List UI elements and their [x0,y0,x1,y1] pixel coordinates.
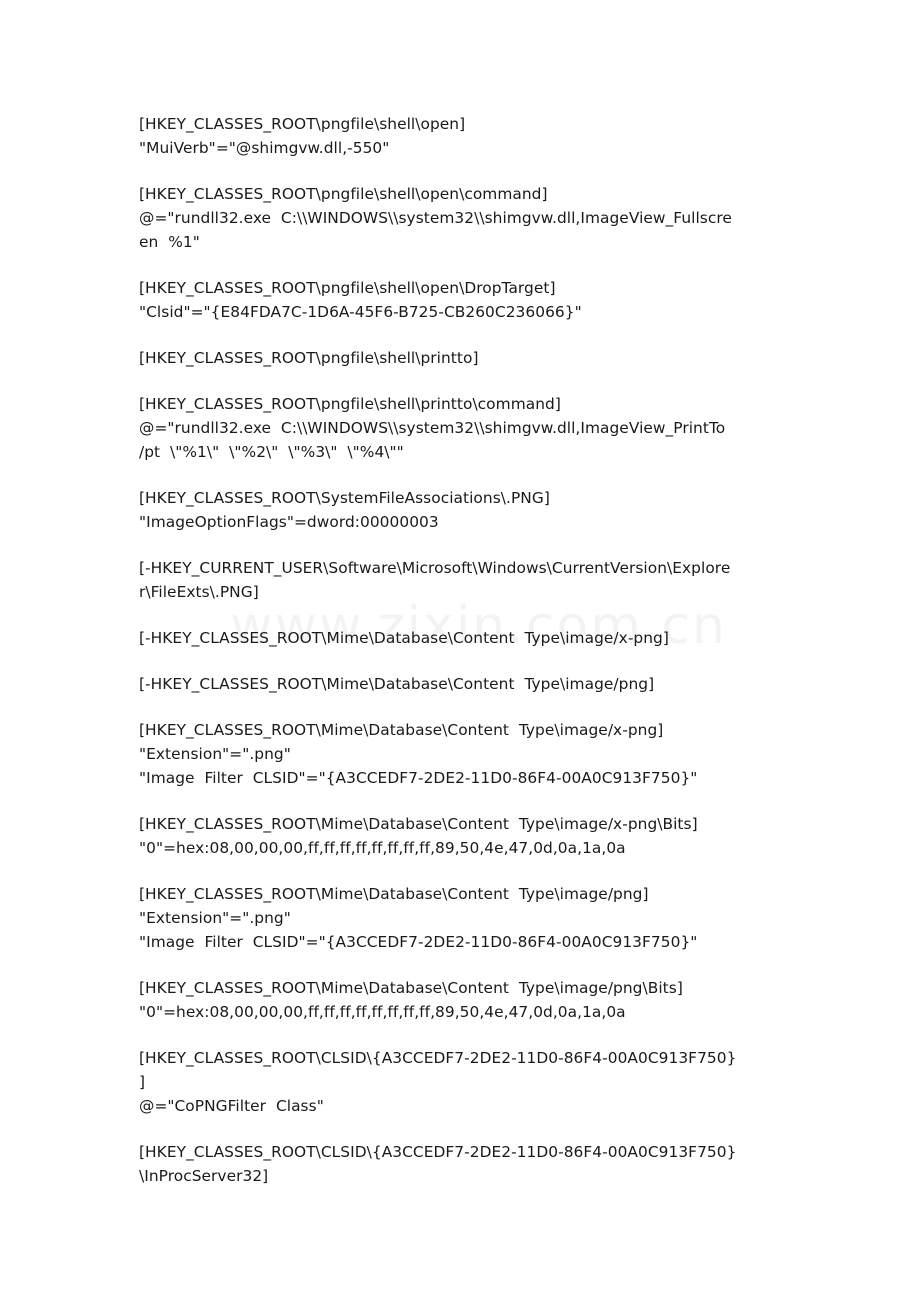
registry-key-line: [HKEY_CLASSES_ROOT\Mime\Database\Content Type\image/png\Bits] [139,979,683,997]
registry-key-line: [HKEY_CLASSES_ROOT\SystemFileAssociations\.PNG] [139,489,550,507]
registry-block [139,718,789,790]
registry-block [139,486,789,534]
registry-value-line: @="rundll32.exe C:\\WINDOWS\\system32\\shimgvw.dll,ImageView_PrintTo [139,419,726,437]
registry-key-line: [HKEY_CLASSES_ROOT\CLSID\{A3CCEDF7-2DE2-11D0-86F4-00A0C913F750} [139,1143,737,1161]
registry-value-line: r\FileExts\.PNG] [139,583,259,601]
registry-key-line: [HKEY_CLASSES_ROOT\Mime\Database\Content Type\image/png] [139,885,649,903]
registry-block [139,276,789,324]
registry-key-line: [-HKEY_CURRENT_USER\Software\Microsoft\Windows\CurrentVersion\Explore [139,559,731,577]
registry-block [139,556,789,604]
registry-block [139,392,789,464]
registry-block [139,1046,789,1118]
registry-block [139,672,789,696]
registry-block [139,182,789,254]
registry-value-line: @="rundll32.exe C:\\WINDOWS\\system32\\shimgvw.dll,ImageView_Fullscre [139,209,732,227]
registry-value-line: "ImageOptionFlags"=dword:00000003 [139,513,439,531]
registry-value-line: "Clsid"="{E84FDA7C-1D6A-45F6-B725-CB260C236066}" [139,303,582,321]
registry-value-line: "MuiVerb"="@shimgvw.dll,-550" [139,139,390,157]
registry-block [139,1140,789,1188]
registry-value-line: "Image Filter CLSID"="{A3CCEDF7-2DE2-11D0-86F4-00A0C913F750}" [139,933,698,951]
registry-block [139,882,789,954]
registry-key-line: [HKEY_CLASSES_ROOT\pngfile\shell\printto] [139,349,479,367]
registry-text-body [139,112,789,1210]
registry-block [139,626,789,650]
registry-value-line: "Image Filter CLSID"="{A3CCEDF7-2DE2-11D0-86F4-00A0C913F750}" [139,769,698,787]
registry-value-line: "0"=hex:08,00,00,00,ff,ff,ff,ff,ff,ff,ff,ff,89,50,4e,47,0d,0a,1a,0a [139,839,626,857]
registry-value-line: "0"=hex:08,00,00,00,ff,ff,ff,ff,ff,ff,ff,ff,89,50,4e,47,0d,0a,1a,0a [139,1003,626,1021]
registry-value-line: "Extension"=".png" [139,745,291,763]
registry-value-line: en %1" [139,233,200,251]
registry-key-line: [HKEY_CLASSES_ROOT\pngfile\shell\open] [139,115,466,133]
registry-key-line: [-HKEY_CLASSES_ROOT\Mime\Database\Content Type\image/png] [139,675,655,693]
registry-key-line: [HKEY_CLASSES_ROOT\CLSID\{A3CCEDF7-2DE2-11D0-86F4-00A0C913F750} [139,1049,737,1067]
registry-value-line: ] [139,1073,146,1091]
registry-key-line: [-HKEY_CLASSES_ROOT\Mime\Database\Content Type\image/x-png] [139,629,669,647]
registry-value-line: \InProcServer32] [139,1167,269,1185]
registry-key-line: [HKEY_CLASSES_ROOT\pngfile\shell\printto\command] [139,395,561,413]
registry-key-line: [HKEY_CLASSES_ROOT\Mime\Database\Content Type\image/x-png\Bits] [139,815,698,833]
registry-block [139,346,789,370]
registry-value-line: /pt \"%1\" \"%2\" \"%3\" \"%4\"" [139,443,404,461]
registry-value-line: "Extension"=".png" [139,909,291,927]
registry-block [139,812,789,860]
registry-key-line: [HKEY_CLASSES_ROOT\pngfile\shell\open\DropTarget] [139,279,556,297]
registry-key-line: [HKEY_CLASSES_ROOT\Mime\Database\Content Type\image/x-png] [139,721,664,739]
registry-block [139,112,789,160]
registry-key-line: [HKEY_CLASSES_ROOT\pngfile\shell\open\command] [139,185,548,203]
registry-block [139,976,789,1024]
registry-value-line: @="CoPNGFilter Class" [139,1097,324,1115]
